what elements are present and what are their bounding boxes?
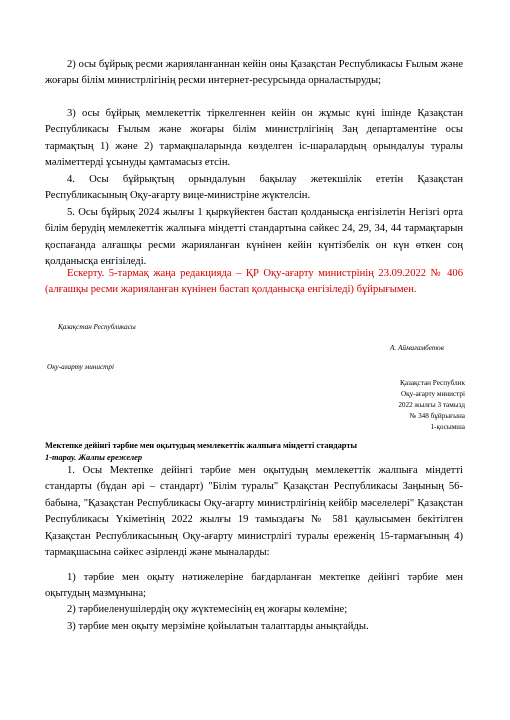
amendment-note: Ескерту. 5-тармақ жаңа редакцияда – ҚР Оқу-ағарту министрінің 23.09.2022 № 406 (алғашқы ресми жарияланған күнінен бастап қолданысқа енгізіледі) бұйрығымен. (45, 268, 463, 296)
signature-org: Қазақстан Республикасы (58, 323, 136, 331)
standard-title (45, 440, 463, 463)
signature-title: Оқу-ағарту министрі (47, 363, 114, 371)
stamp-line-2: Оқу-ағарту министрі (400, 390, 465, 398)
standard-paragraph-1: 1. Осы Мектепке дейінгі тәрбие мен оқытудың мемлекеттік жалпыға міндетті стандарты (бұдан әрі – стандарт) "Білім туралы" Қазақстан Республикасы Заңының 56-бабына, "Қазақстан Республикасы Оқу-ағарту министрлігінің кейбір мәселелері" Қазақстан Республикасы Үкіметінің 2022 жылғы 19 тамыздағы № 581 қаулысымен бекітілген Қазақстан Республикасының Оқу-ағарту министрлігі туралы ереженің 15-тармағының 4) тармақшасына сәйкес әзірлендi және мыналарды: (45, 465, 463, 559)
standard-title-text: Мектепке дейінгі тәрбие мен оқытудың мемлекеттік жалпыға міндетті стандарты (45, 441, 357, 450)
paragraph-4-control: 4. Осы бұйрықтың орындалуын бақылау жетекшілік ететін Қазақстан Республикасының Оқу-ағарту вице-министріне жүктелсін. (45, 174, 463, 202)
stamp-line-1: Қазақстан Республик (400, 379, 465, 387)
stamp-line-3: 2022 жылғы 3 тамызд (398, 401, 465, 409)
paragraph-3-registration: 3) осы бұйрық мемлекеттік тіркелгеннен кейін он жұмыс күні ішінде Қазақстан Республикасы Ғылым және жоғары білім министрлігінің Заң департаментіне осы тармақтың 1) және 2) тармақшаларында көзделген іс-шаралардың орындалуы туралы мәліметтерді ұсынуды қамтамасыз етсін. (45, 108, 463, 169)
stamp-line-5: 1-қосымша (430, 423, 465, 431)
stamp-line-4: № 348 бұйрығына (409, 412, 465, 420)
standard-item-1: 1) тәрбие мен оқыту нәтижелеріне бағдарланған мектепке дейінгі тәрбие мен оқытудың мазмұнына; (45, 572, 463, 600)
paragraph-5-entry-into-force: 5. Осы бұйрық 2024 жылғы 1 қыркүйектен бастап қолданысқа енгізілетін Негізгі орта білім берудің мемлекеттік жалпыға міндетті стандартына сәйкес 24, 29, 34, 44 тармақтарын қоспағанда алғашқы ресми жарияланған күнінен кейін күнтізбелік он күн өткен соң қолданысқа енгізіледі. (45, 207, 463, 268)
paragraph-2-publish: 2) осы бұйрық ресми жарияланғаннан кейін оны Қазақстан Республикасы Ғылым және жоғары білім министрлігінің ресми интернет-ресурсында орналастыруды; (45, 59, 463, 87)
standard-item-3: 3) тәрбие мен оқыту мерзіміне қойылатын талаптарды анықтайды. (67, 621, 369, 632)
appendix-stamp (398, 378, 465, 433)
standard-item-2: 2) тәрбиеленушілердің оқу жүктемесінің ең жоғары көлеміне; (67, 604, 348, 615)
chapter-title: 1-тарау. Жалпы ережелер (45, 452, 143, 462)
signature-name: А. Аймағамбетов (390, 344, 444, 352)
